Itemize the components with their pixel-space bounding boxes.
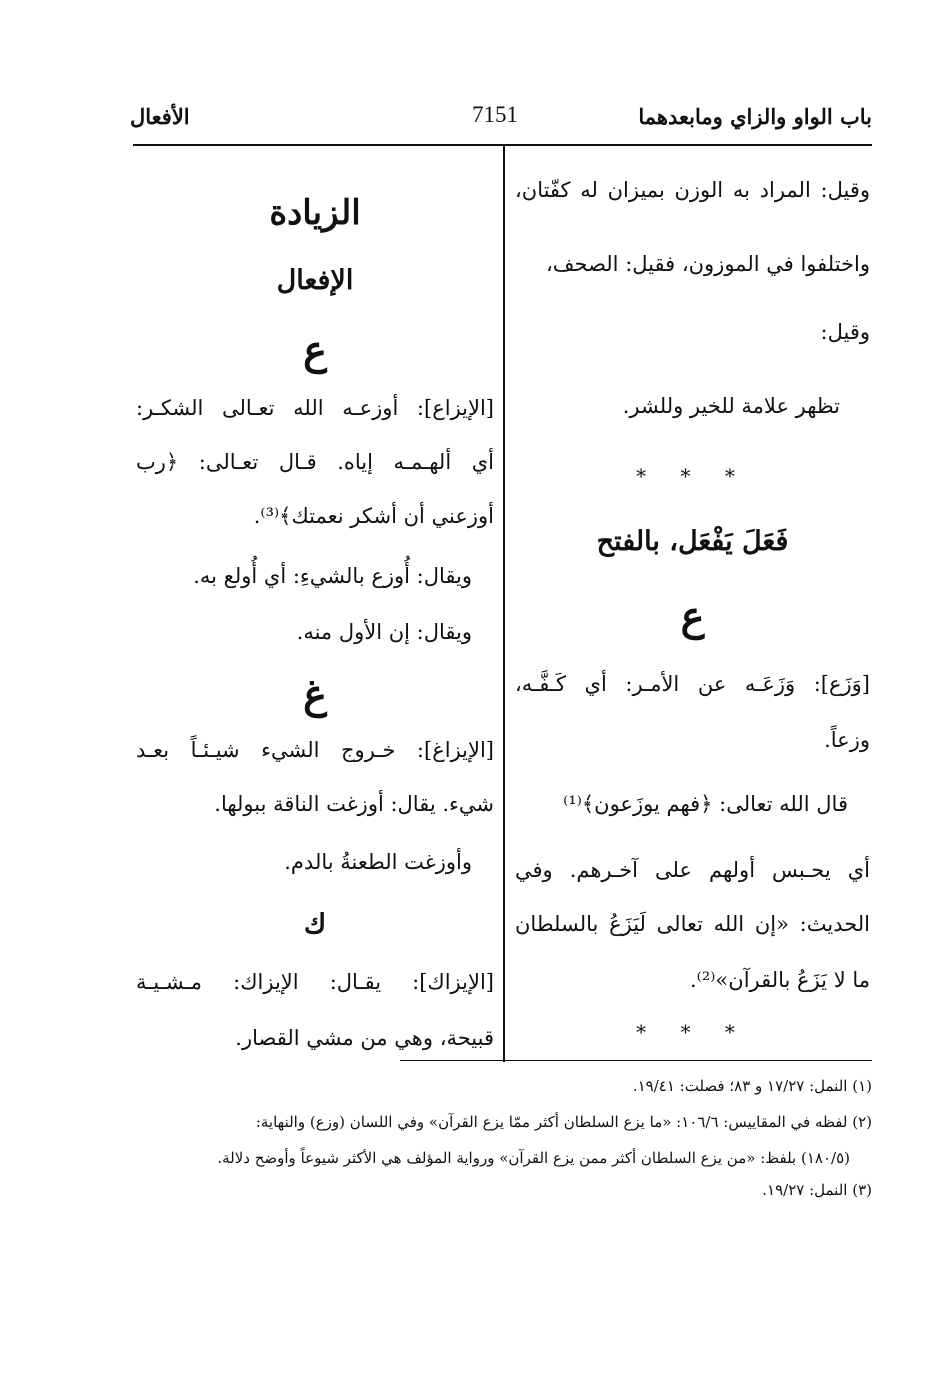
paragraph-line: ما لا يَزَعُ بالقرآن»⁽²⁾. [690,968,870,992]
paragraph-line: قبيحة، وهي من مشي القصار. [235,1026,494,1050]
footnote: (٣) النمل: ١٩/٢٧. [762,1181,872,1199]
column-divider [503,144,505,1062]
paragraph-line: [الإيزاع]: أوزعـه الله تعـالى الشكـر: [136,396,494,420]
root-letter: ع [303,327,327,374]
footnote-continuation: (١٨٠/٥) بلفظ: «من يزع السلطان أكثر ممن يزع القرآن» ورواية المؤلف هي الأكثر شيوعاً وأوضح دلالة. [217,1149,850,1167]
section-separator: * * * [636,1020,749,1044]
paragraph-line: قال الله تعالى: ﴿فهم يوزَعون﴾⁽¹⁾ [563,792,848,816]
paragraph-line: أوزعني أن أشكر نعمتك﴾⁽³⁾. [253,504,494,528]
root-letter: غ [303,671,327,718]
paragraph-line: أي ألهـمـه إياه. قـال تعـالى: ﴿رب [136,450,494,474]
paragraph-line: الحديث: «إن الله تعالى لَيَزَعُ بالسلطان [515,912,870,936]
root-letter: ك [303,909,327,940]
chapter-title: باب الواو والزاي ومابعدهما [638,104,872,129]
paragraph-line: أي يحـبس أولهم على آخـرهم. وفي [515,858,870,882]
footnote: (١) النمل: ١٧/٢٧ و ٨٣؛ فصلت: ١٩/٤١. [632,1077,872,1095]
paragraph-line: وزعاً. [824,728,870,752]
subsection-heading: الإفعال [276,265,354,296]
footnote-rule [400,1060,872,1061]
paragraph-line: وقيل: المراد به الوزن بميزان له كفّتان، [515,178,870,202]
paragraph-line: [الإيزاك]: يقـال: الإيزاك: مـشـيـة [136,970,494,994]
paragraph-line: وقيل: [820,320,870,344]
paragraph-line: [وَزَع]: وَزَعَـه عن الأمـر: أي كَـفَّـه، [515,672,870,696]
root-letter: ع [680,593,705,640]
paragraph-line: ويقال: إن الأول منه. [296,620,472,644]
section-heading: الزيادة [269,193,361,233]
paragraph-line: [الإيزاغ]: خـروج الشيء شيـئـاً بعـد [136,738,494,762]
footnote: (٢) لفظه في المقاييس: ١٠٦/٦: «ما يزع السلطان أكثر ممّا يزع القرآن» وفي اللسان (وزع) والنهاية: [255,1113,872,1131]
paragraph-line: وأوزغت الطعنةُ بالدم. [284,850,472,874]
section-separator: * * * [636,464,749,488]
page-number: 7151 [472,102,518,127]
section-title: الأفعال [130,104,190,129]
paragraph-line: واختلفوا في الموزون، فقيل: الصحف، [546,252,870,276]
section-heading: فَعَلَ يَفْعَل، بالفتح [596,526,789,557]
paragraph-line: شيء. يقال: أوزغت الناقة ببولها. [214,792,494,816]
paragraph-line: ويقال: أُوزع بالشيءِ: أي أُولع به. [193,564,472,588]
paragraph-line: تظهر علامة للخير وللشر. [622,394,840,418]
running-header [130,96,872,144]
